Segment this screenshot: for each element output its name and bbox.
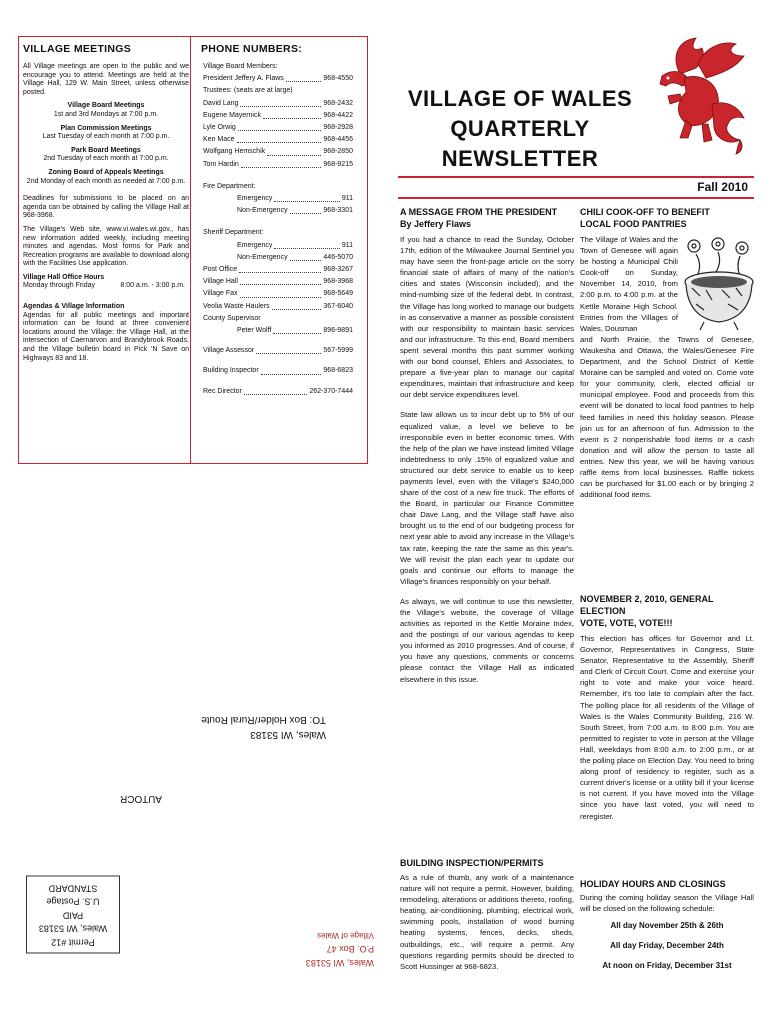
phone-title: PHONE NUMBERS: <box>201 43 303 55</box>
phone-row: Village Hall 968-3968 <box>203 278 353 286</box>
phone-row: Veolia Waste Haulers 367-6040 <box>203 302 353 310</box>
meetings-content <box>23 63 189 368</box>
holiday-intro: During the coming holiday season the Village Hall will be closed on the following schedule: <box>580 893 754 914</box>
phone-row: Lyle Orwig 968-2928 <box>203 124 353 132</box>
president-paragraph: If you had a chance to read the Sunday, October 17th, edition of the Milwaukee Journal Sentinel you may have seen the front-page article on the sorry financial state of affairs of many of the nation's cities and states (Wisconsin included), and the mind-numbing size of the federal debt. In contrast, the Village has long worked to manage our budgets in as conservative a manner as possible consistent with our responsibility to maintain basic services and our infrastructure. To this end, Board members spent several months this past summer working with our bond counsel, Ehlers and Associates, to prepare a five-year plan to manage our capital expenditures, maintain that infrastructure and keep our debt service expenditures level. <box>400 235 574 400</box>
chili-heading: CHILI COOK-OFF TO BENEFIT <box>580 207 710 217</box>
election-paragraph: This election has offices for Governor and Lt. Governor, Representatives in Congress, State Senator, Representative to the Assembly, Sheriff and Clerk of Circuit Court. Come and exercise your right to vote and make your voice heard. Remember, it's too late to complain after the fact. The polling place for all residents of the Village of Wales is the Wales Community Building, 216 W. South Street, from 7:00 a.m. to 8:00 p.m. You are permitted to register to vote in person at the Village Hall, weekdays from 8:00 a.m. to 2:00 p.m., or at the polling place on Election Day. You need to bring along proof of residency to register, such as a current driver's license or a utility bill if your license is not current. If you have moved into the Village since you have last voted, you will need to reregister. <box>580 634 754 821</box>
agendas-title: Agendas & Village Information <box>23 303 125 311</box>
building-paragraph: As a rule of thumb, any work of a maintenance nature will not require a permit. However, building, remodeling, alterations or additions thereto, roofing, heating, air-conditioning, plumbing, electrical work, swimming pools, installation of wood burning heating systems, fences, decks, sheds, outbuildings, etc., will require a permit. Any questions regarding permits should be directed to Scott Hussinger at 968-6823. <box>400 873 574 971</box>
election-subheading: VOTE, VOTE, VOTE!!! <box>580 618 673 628</box>
masthead-rule <box>398 176 754 178</box>
phone-row: Tom Hardin 968-9215 <box>203 160 353 168</box>
return-address: Wales, WI 53183 P.O. Box 47 Village of Wales <box>305 931 374 968</box>
president-heading: A MESSAGE FROM THE PRESIDENT <box>400 207 558 217</box>
phone-row: Non-Emergency 446-5070 <box>237 253 353 261</box>
meeting-item: Zoning Board of Appeals Meetings 2nd Monday of each month as needed at 7:00 p.m. <box>26 168 186 185</box>
postage-indicia: Permit #12 Wales, WI 53183 PAID U.S. Postage STANDARD <box>26 876 120 954</box>
office-hours-row: Monday through Friday 8:00 a.m. - 3:00 p.m. <box>23 282 185 290</box>
chili-heading-2: LOCAL FOOD PANTRIES <box>580 219 687 229</box>
building-heading: BUILDING INSPECTION/PERMITS <box>400 858 544 868</box>
issue-date: Fall 2010 <box>697 180 748 194</box>
president-byline: By Jeffery Flaws <box>400 219 472 229</box>
website-text: The Village's Web site, www.vi.wales.wi.gov., has new information added weekly, including meeting minutes and agendas. Most forms for Park and Recreation programs are available to download along with the Facilities Use application. <box>23 225 189 268</box>
phone-row: Emergency 911 <box>237 241 353 249</box>
office-hours-title: Village Hall Office Hours <box>23 273 105 281</box>
building-article <box>400 857 574 972</box>
president-article <box>400 206 574 694</box>
holiday-line: At noon on Friday, December 31st <box>602 961 732 971</box>
phone-row: Village Fax 968-5649 <box>203 290 353 298</box>
meeting-item: Village Board Meetings 1st and 3rd Mondays at 7:00 p.m. <box>53 102 159 118</box>
masthead-rule-2 <box>398 197 754 199</box>
phone-row: Eugene Mayernick 968-4422 <box>203 111 353 119</box>
phone-numbers-box <box>190 36 368 464</box>
phone-row: President Jeffery A. Flaws 968-4550 <box>203 75 353 83</box>
meetings-title: VILLAGE MEETINGS <box>23 43 132 55</box>
phone-list: Village Board Members: President Jeffery A. Flaws 968-4550 Trustees: (seats are at large) David Lang 968-2432 Eugene Mayernick 968-4422 Lyle Orwig 968-2928 Ken Mace 968-4456 Wolfgang Hemschik 968-2850 Tom Hardin 968-9215 Fire Department: Emergency 911 Non-Emergency 968-3301 Sheriff Department: Emergency 911 Non-Emergency 446-5070 Post Office 968-3267 Village Hall 968-3968 Village Fax 968-5649 Veolia Waste Haulers 367-6040 County Supervisor Peter Wolff 896-9891 Village Assessor 567-5999 Building Inspector 968-6823 Rec Director 262-370-7444 <box>203 61 353 398</box>
holiday-line: All day November 25th & 26th <box>610 921 724 931</box>
phone-row: Building Inspector 968-6823 <box>203 367 353 375</box>
phone-row: Village Assessor 567-5999 <box>203 347 353 355</box>
agendas-text: Agendas for all public meetings and important information can be found at three convenient locations around the Village: the Village Hall, at the intersection of Caernarvon and Brandybrook Roads, and the Village bulletin board in Pick 'N Save on Highways 83 and 18. <box>23 311 189 362</box>
phone-row: Wolfgang Hemschik 968-2850 <box>203 148 353 156</box>
meetings-intro: All Village meetings are open to the public and we encourage you to attend. Meetings are held at the Village Hall, 129 W. Main Street, unless otherwise posted. <box>23 63 189 96</box>
village-meetings-box <box>18 36 191 464</box>
phone-row: Ken Mace 968-4456 <box>203 136 353 144</box>
phone-row: Rec Director 262-370-7444 <box>203 387 353 395</box>
phone-row: Non-Emergency 968-3301 <box>237 207 353 215</box>
chili-paragraph-wide: and North Prairie, the Towns of Genesee, Waukesha and Ottawa, the Wales/Genesee Fire Department, and the School District of Kettle Moraine can be sampled and voted on. Come vote for your community, clerk, elected official or municipal employee. Food and proceeds from this event will be donated to local food pantries to help feed families in need this holiday season. Please join us for an afternoon of fun. Admission to the event is 2 nonperishable food items or a cash donation and will allow the person to taste all entries. New this year, we will be having various raffle items from local businesses. Raffle tickets can be purchased for $1.00 each or by bringing 2 additional food items. <box>580 334 754 500</box>
newsletter-title: VILLAGE OF WALES QUARTERLY NEWSLETTER <box>407 86 633 171</box>
meeting-item: Plan Commission Meetings Last Tuesday of each month at 7:00 p.m. <box>42 124 170 141</box>
election-heading: NOVEMBER 2, 2010, GENERAL ELECTION <box>580 594 714 616</box>
holiday-line: All day Friday, December 24th <box>610 941 724 951</box>
holiday-article <box>580 878 754 972</box>
deadlines-text: Deadlines for submissions to be placed on an agenda can be obtained by calling the Village Hall at 968-3968. <box>23 195 189 220</box>
phone-row: Peter Wolff 896-9891 <box>237 327 353 335</box>
mailing-autocr: AUTOCR <box>120 793 163 804</box>
holiday-heading: HOLIDAY HOURS AND CLOSINGS <box>580 879 726 889</box>
election-article <box>580 593 754 822</box>
chili-pot-icon <box>682 236 756 332</box>
president-paragraph: As always, we will continue to use this newsletter, the Village's website, the coverage of Village activities as reported in the Kettle Moraine Index, and the postings of our various agendas to keep you informed as 2010 progresses. And of course, if you have any questions, comments or concerns please contact the Village Hall as indicated elsewhere in this issue. <box>400 596 574 684</box>
meeting-item: Park Board Meetings 2nd Tuesday of each month at 7:00 p.m. <box>43 146 169 163</box>
phone-row: Emergency 911 <box>237 195 353 203</box>
president-paragraph: State law allows us to incur debt up to 5% of our equalized value, a level we believe to be irresponsible even in better economic times. With the help of the plan we have instead limited Village indebtedness to only .15% of equalized value and structured our debt service to enable us to keep payments level, even with the Village's $240,000 share of the cost of a new fire truck. The efforts of the Board, in particular our Finance Committee chair Dave Lang, and the Village staff have also brought us to the end of our budgeting process for next year able to avoid any increase in the Village's tax rate, keeping the rate the same as this year's. We will revisit the plan each year to update our goals and continue our efforts to manage the Village's finances responsibly on your behalf. <box>400 410 574 586</box>
phone-row: Post Office 968-3267 <box>203 266 353 274</box>
mailing-address: Wales, WI 53183 TO: Box Holder/Rural Route <box>201 714 326 740</box>
welsh-dragon-icon <box>640 34 752 162</box>
phone-row: David Lang 968-2432 <box>203 99 353 107</box>
chili-paragraph-narrow: The Village of Wales and the Town of Genesee will again be hosting a Municipal Chili Cook-off on Sunday, November 14, 2010, from 2:00 p.m. to 4:00 p.m. at the Kettle Moraine High School. Entries from the Villages of Wales, Dousman <box>580 235 678 333</box>
